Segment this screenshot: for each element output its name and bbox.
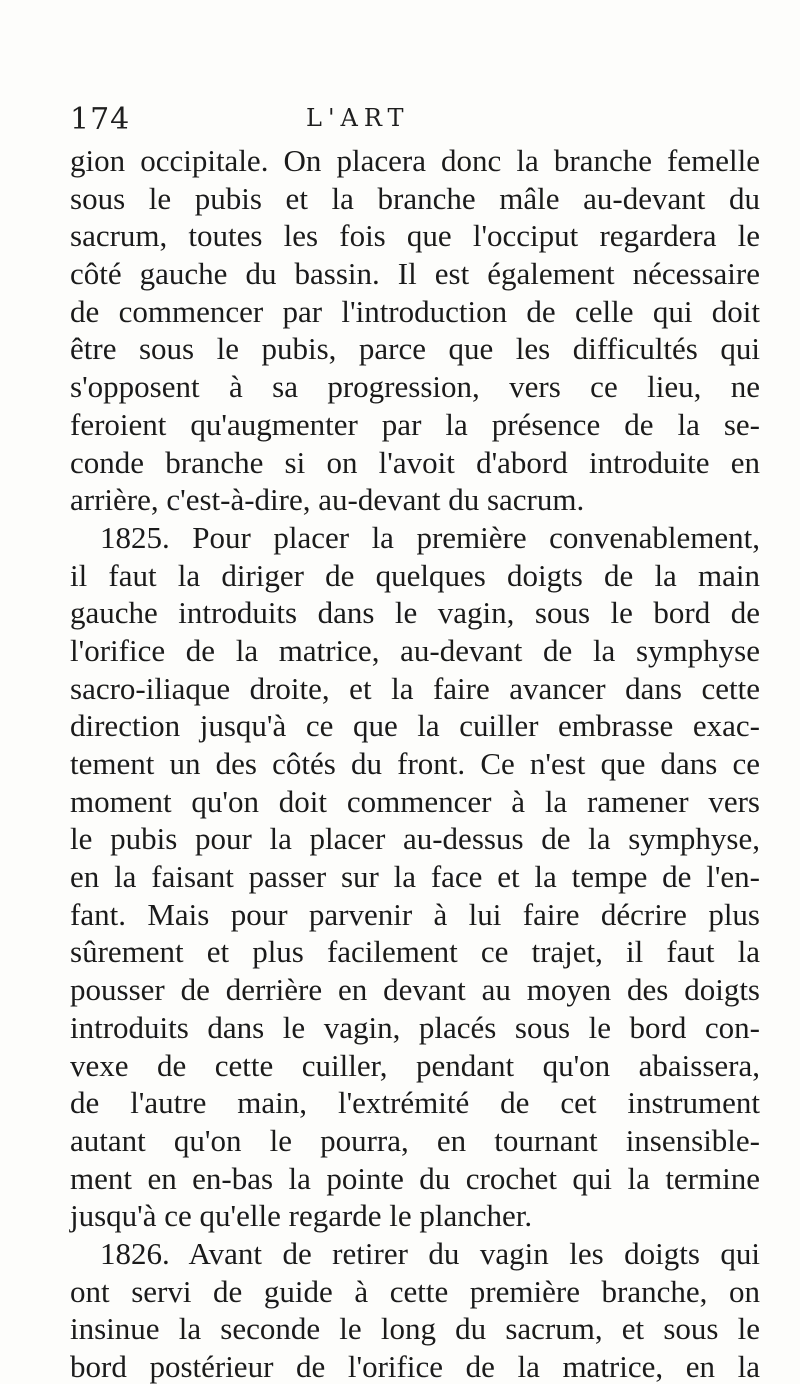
text-line: feroient qu'augmenter par la présence de la se- bbox=[70, 406, 760, 442]
paragraph-1825-start: 1825. Pour placer la première convenablement, bbox=[100, 519, 760, 555]
text-line: insinue la seconde le long du sacrum, et sous le bbox=[70, 1311, 760, 1347]
text-line: s'opposent à sa progression, vers ce lieu, ne bbox=[70, 369, 760, 405]
text-line: de l'autre main, l'extrémité de cet instrument bbox=[70, 1085, 760, 1121]
page-header bbox=[70, 100, 760, 140]
text-line: pousser de derrière en devant au moyen des doigts bbox=[70, 972, 760, 1008]
text-line: fant. Mais pour parvenir à lui faire décrire plus bbox=[70, 896, 760, 932]
text-line: direction jusqu'à ce que la cuiller embrasse exac- bbox=[70, 708, 760, 744]
text-line: côté gauche du bassin. Il est également nécessaire bbox=[70, 256, 760, 292]
text-line: il faut la diriger de quelques doigts de la main bbox=[70, 557, 760, 593]
text-line: jusqu'à ce qu'elle regarde le plancher. bbox=[70, 1198, 533, 1234]
text-line: être sous le pubis, parce que les difficultés qui bbox=[70, 331, 760, 367]
body-text bbox=[70, 142, 760, 1386]
text-line: conde branche si on l'avoit d'abord introduite en bbox=[70, 444, 760, 480]
text-line: sûrement et plus facilement ce trajet, il faut la bbox=[70, 934, 760, 970]
text-line: ment en en-bas la pointe du crochet qui la termine bbox=[70, 1160, 760, 1196]
text-line: autant qu'on le pourra, en tournant insensible- bbox=[70, 1122, 760, 1158]
running-title: L'ART bbox=[306, 104, 410, 132]
text-line: de commencer par l'introduction de celle qui doit bbox=[70, 293, 760, 329]
text-line: ont servi de guide à cette première branche, on bbox=[70, 1273, 760, 1309]
text-line: introduits dans le vagin, placés sous le bord con- bbox=[70, 1009, 760, 1045]
text-line: arrière, c'est-à-dire, au-devant du sacrum. bbox=[70, 482, 585, 518]
text-line: bord postérieur de l'orifice de la matrice, en la bbox=[70, 1349, 760, 1384]
text-line: gauche introduits dans le vagin, sous le bord de bbox=[70, 595, 760, 631]
text-line: moment qu'on doit commencer à la ramener vers bbox=[70, 783, 760, 819]
text-line: sacrum, toutes les fois que l'occiput regardera le bbox=[70, 218, 760, 254]
text-line: le pubis pour la placer au-dessus de la symphyse, bbox=[70, 821, 760, 857]
paragraph-1826-start: 1826. Avant de retirer du vagin les doigts qui bbox=[100, 1235, 760, 1271]
text-line: gion occipitale. On placera donc la branche femelle bbox=[70, 143, 760, 178]
page-number: 174 bbox=[70, 102, 131, 137]
text-line: tement un des côtés du front. Ce n'est que dans ce bbox=[70, 746, 760, 781]
text-line: l'orifice de la matrice, au-devant de la symphyse bbox=[70, 632, 760, 668]
text-line: en la faisant passer sur la face et la tempe de l'en- bbox=[70, 859, 760, 895]
text-line: sous le pubis et la branche mâle au-devant du bbox=[70, 180, 760, 216]
text-line: sacro-iliaque droite, et la faire avancer dans cette bbox=[70, 670, 760, 706]
text-line: vexe de cette cuiller, pendant qu'on abaissera, bbox=[70, 1047, 760, 1083]
